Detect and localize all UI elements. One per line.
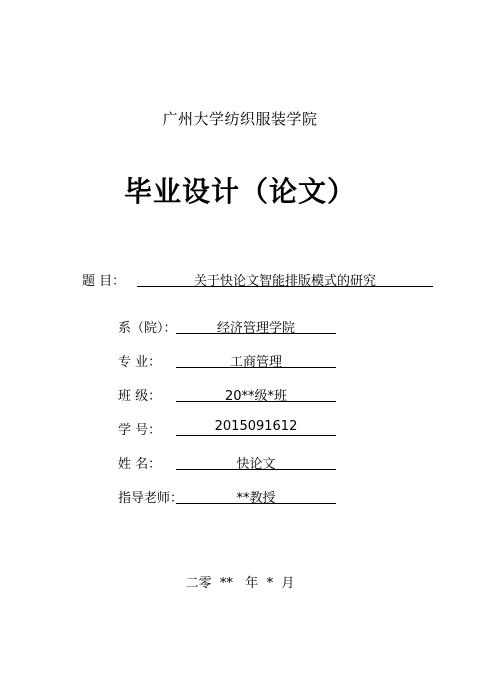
document-title: 毕业设计（论文） <box>123 175 356 208</box>
field-value: 经济管理学院 <box>176 317 336 334</box>
field-value: 20**级*班 <box>176 385 336 402</box>
field-label: 学 号： <box>118 423 162 438</box>
field-label: 姓 名： <box>118 457 162 472</box>
topic-value: 关于快论文智能排版模式的研究 <box>137 270 433 287</box>
field-name <box>118 453 338 473</box>
topic-label: 题 目： <box>82 274 126 289</box>
field-student-id <box>118 419 338 439</box>
field-label: 班 级： <box>118 389 162 404</box>
field-department <box>118 317 338 337</box>
field-label: 系（院）： <box>118 321 177 336</box>
field-value: 快论文 <box>176 453 336 470</box>
field-major <box>118 351 338 371</box>
field-label: 指导老师： <box>118 491 184 506</box>
field-advisor <box>118 487 338 507</box>
field-value: **教授 <box>176 487 336 504</box>
field-label: 专 业： <box>118 355 162 370</box>
field-value: 工商管理 <box>176 351 336 368</box>
topic-row <box>82 270 442 290</box>
field-value: 2015091612 <box>176 419 336 436</box>
submission-date: 二零 ** 年 * 月 <box>185 576 295 591</box>
school-name: 广州大学纺织服装学院 <box>162 110 318 128</box>
field-class <box>118 385 338 405</box>
